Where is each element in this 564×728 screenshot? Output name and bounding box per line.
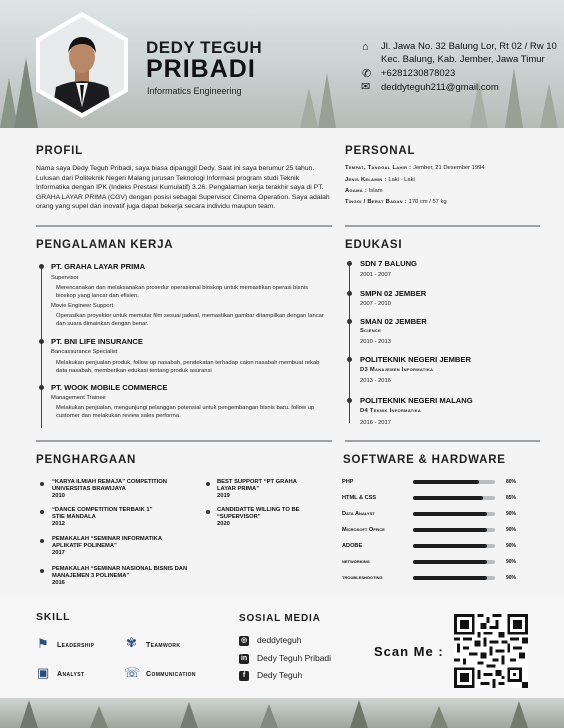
personal-label: Agama :	[345, 188, 368, 194]
school-major: Science	[360, 328, 382, 334]
divider	[345, 440, 540, 442]
divider	[345, 225, 540, 227]
tree-decoration	[505, 68, 523, 128]
award-title: STIE MANDALA	[52, 514, 96, 521]
award-item	[52, 536, 162, 558]
job-description: Melakukan penjualan, mengunjungi pelanggan potensial untuk pengembangan bisnis baru. follow up customer dan melakukan review sales performa.	[56, 405, 315, 419]
award-bullet	[206, 510, 210, 514]
job-position: Supervisor	[51, 275, 79, 281]
timeline-line	[41, 266, 42, 428]
award-item	[52, 566, 187, 588]
skill-bar-fill	[413, 480, 479, 484]
skill-percent: 90%	[506, 575, 517, 581]
software-label: networking	[342, 559, 370, 565]
software-label: Microsoft Office	[342, 527, 385, 533]
school-years: 2001 - 2007	[360, 272, 391, 278]
skill-bar	[413, 512, 495, 516]
skill-item: Communication	[146, 671, 196, 678]
software-label: HTML & CSS	[342, 495, 377, 501]
timeline-dot	[347, 398, 352, 403]
company-name: PT. WOOK MOBILE COMMERCE	[51, 383, 168, 392]
tree-decoration	[540, 83, 558, 128]
skill-item: Analyst	[57, 671, 85, 678]
award-title: “SUPERVISOR”	[217, 514, 261, 521]
job-description: Merencanakan dan melaksanakan prosedur operasional bioskop untuk memastikan operasi bisnis bioskop yang lancar dan efisien.	[56, 285, 308, 299]
job-position: Management Trainee	[51, 395, 106, 401]
school-name: SDN 7 BALUNG	[360, 259, 417, 268]
tree-decoration	[90, 706, 108, 728]
home-icon: ⌂	[362, 41, 369, 53]
job-position: Movie Engineer Support	[51, 303, 114, 309]
skill-percent: 80%	[506, 479, 517, 485]
skill-item: Teamwork	[146, 642, 181, 649]
award-bullet	[40, 510, 44, 514]
company-name: PT. GRAHA LAYAR PRIMA	[51, 262, 146, 271]
facebook-icon: f	[239, 671, 249, 681]
job-description: Operasikan proyektor untuk memutar film sesuai jadwal, memastikan gambar ditampilkan dengan lancar dan suara dimainkan dengan benar.	[56, 313, 324, 327]
experience-heading: PENGALAMAN KERJA	[36, 239, 174, 251]
personal-heading: PERSONAL	[345, 145, 416, 157]
award-title: “DANCE COMPETITION TERBAIK 1”	[52, 507, 153, 513]
social-heading: SOSIAL MEDIA	[239, 613, 321, 624]
skill-heading: SKILL	[36, 611, 71, 623]
award-year: 2019	[217, 493, 230, 500]
skill-percent: 90%	[506, 559, 517, 565]
tree-decoration	[318, 73, 336, 128]
divider	[36, 440, 332, 442]
award-year: 2010	[52, 493, 65, 500]
award-bullet	[40, 569, 44, 573]
school-major: D3 Manajemen Informatika	[360, 367, 434, 373]
tree-decoration	[20, 700, 38, 728]
leadership-icon: ⚑	[37, 636, 49, 651]
tree-decoration	[430, 706, 448, 728]
skill-bar-fill	[413, 512, 487, 516]
profil-heading: PROFIL	[36, 145, 83, 157]
skill-bar	[413, 576, 495, 580]
job-role: Informatics Engineering	[147, 86, 242, 96]
school-name: SMAN 02 JEMBER	[360, 317, 427, 326]
instagram-handle[interactable]: deddyteguh	[257, 635, 302, 645]
award-title: CANDIDATTE WILLING TO BE	[217, 507, 300, 513]
award-title: UNIVERSITAS BRAWIJAYA	[52, 486, 126, 493]
skill-bar	[413, 544, 495, 548]
phone-icon: ✆	[362, 68, 372, 80]
personal-row	[345, 188, 383, 194]
award-title: MANAJEMEN 3 POLINEMA”	[52, 573, 130, 580]
tree-decoration	[300, 88, 318, 128]
tree-decoration	[180, 702, 198, 728]
personal-row	[345, 165, 485, 171]
software-label: ADOBE	[342, 543, 363, 549]
skill-percent: 90%	[506, 543, 517, 549]
skill-percent: 90%	[506, 511, 517, 517]
job-description: Melakukan penjualan produk, follow up nasabah, pendekatan terhadap calon nasabah membuat rekab data nasabah, memberikan edukasi tentang produk asuransi	[56, 360, 320, 374]
award-title: BEST SUPPORT “PT GRAHA	[217, 479, 297, 485]
school-name: SMPN 02 JEMBER	[360, 289, 427, 298]
tree-decoration	[260, 704, 278, 728]
skill-percent: 85%	[506, 495, 517, 501]
email-address[interactable]: deddyteguh211@gmail.com	[381, 82, 499, 93]
personal-value: 170 cm / 57 kg	[408, 199, 447, 205]
software-heading: SOFTWARE & HARDWARE	[343, 454, 506, 466]
personal-row	[345, 177, 415, 183]
education-heading: EDUKASI	[345, 239, 403, 251]
award-year: 2012	[52, 521, 65, 528]
award-item	[217, 507, 300, 529]
tree-decoration	[350, 700, 368, 728]
facebook-handle[interactable]: Dedy Teguh	[257, 670, 303, 680]
personal-label: Jenis Kelamin :	[345, 177, 387, 183]
qr-code[interactable]	[454, 614, 528, 688]
mail-icon: ✉	[361, 81, 371, 93]
award-year: 2020	[217, 521, 230, 528]
last-name: PRIBADI	[146, 55, 256, 83]
award-title: “KARYA ILMIAH REMAJA” COMPETITION	[52, 479, 167, 485]
school-name: POLITEKNIK NEGERI MALANG	[360, 396, 473, 405]
scan-label: Scan Me :	[374, 644, 444, 659]
software-label: PHP	[342, 479, 354, 485]
linkedin-icon: in	[240, 655, 248, 662]
profil-text: Nama saya Dedy Teguh Pribadi, saya biasa dipanggil Dedy. Saat ini saya berumur 25 tahun. Lulusan dari Politeknik Negeri Malang jurusan Teknologi Informasi program studi Teknik Informatika dengan IPK (Indeks Prestasi Kumulatif) 3.26. Pengalaman kerja terakhir saya di PT. GRAHA LAYAR PRIMA (CGV) dengan posisi sebagai Supervisor Cinema Operation. Saya adalah orang yang supel dan inovatif juga dapat bekerja secara individu maupun team.	[36, 165, 330, 211]
award-bullet	[206, 482, 210, 486]
personal-label: Tinggi / Berat Badan :	[345, 199, 407, 205]
timeline-dot	[347, 319, 352, 324]
skill-bar	[413, 496, 495, 500]
first-name: DEDY TEGUH	[146, 38, 263, 57]
school-years: 2010 - 2013	[360, 339, 391, 345]
timeline-dot	[39, 339, 44, 344]
award-year: 2016	[52, 580, 65, 587]
award-item	[52, 479, 167, 501]
footer-banner	[0, 698, 564, 728]
skill-bar-fill	[413, 576, 487, 580]
divider	[36, 225, 332, 227]
timeline-dot	[39, 385, 44, 390]
personal-value: Laki - Laki	[388, 177, 415, 183]
skill-bar	[413, 480, 495, 484]
award-title: LAYAR PRIMA”	[217, 486, 260, 493]
software-label: Data Analyst	[342, 511, 375, 517]
award-bullet	[40, 539, 44, 543]
awards-heading: PENGHARGAAN	[36, 454, 137, 466]
linkedin-handle[interactable]: Dedy Teguh Pribadi	[257, 653, 332, 663]
timeline-dot	[347, 261, 352, 266]
address-line-1: Jl. Jawa No. 32 Balung Lor, Rt 02 / Rw 10	[381, 41, 557, 52]
address-line-2: Kec. Balung, Kab. Jember, Jawa Timur	[381, 54, 545, 65]
tree-decoration	[14, 58, 38, 128]
school-years: 2016 - 2017	[360, 420, 391, 426]
award-title: PEMAKALAH “SEMINAR NASIONAL BISNIS DAN	[52, 566, 188, 572]
skill-bar	[413, 560, 495, 564]
personal-value: Islam	[368, 188, 383, 194]
timeline-dot	[347, 357, 352, 362]
award-bullet	[40, 482, 44, 486]
skill-item: Leadership	[57, 642, 95, 649]
skill-percent: 90%	[506, 527, 517, 533]
timeline-dot	[39, 264, 44, 269]
company-name: PT. BNI LIFE INSURANCE	[51, 337, 143, 346]
skill-bar-fill	[413, 528, 487, 532]
tree-decoration	[510, 701, 528, 728]
personal-value: Jember, 21 Desember 1994	[413, 165, 485, 171]
school-years: 2007 - 2010	[360, 301, 391, 307]
instagram-icon: ◎	[240, 637, 248, 644]
personal-label: Tempat, Tanggal Lahir :	[345, 165, 412, 171]
skill-bar-fill	[413, 544, 487, 548]
analyst-icon: ▣	[37, 665, 50, 680]
software-label: troubleshooting	[342, 575, 383, 581]
phone-number[interactable]: +6281230878023	[381, 68, 456, 79]
skill-bar	[413, 528, 495, 532]
school-major: D4 Teknik Informatika	[360, 408, 422, 414]
personal-row	[345, 199, 447, 205]
award-item	[52, 507, 152, 529]
teamwork-icon: ✾	[126, 635, 137, 650]
school-name: POLITEKNIK NEGERI JEMBER	[360, 355, 471, 364]
job-position: Bancassurance Specialist	[51, 349, 118, 355]
skill-bar-fill	[413, 496, 483, 500]
award-title: PEMAKALAH “SEMINAR INFORMATIKA	[52, 536, 163, 542]
award-item	[217, 479, 297, 501]
award-year: 2017	[52, 550, 65, 557]
skill-bar-fill	[413, 560, 487, 564]
communication-icon: ☏	[124, 665, 141, 680]
award-title: APLIKATIF POLINEMA”	[52, 543, 117, 550]
school-years: 2013 - 2016	[360, 378, 391, 384]
timeline-dot	[347, 291, 352, 296]
